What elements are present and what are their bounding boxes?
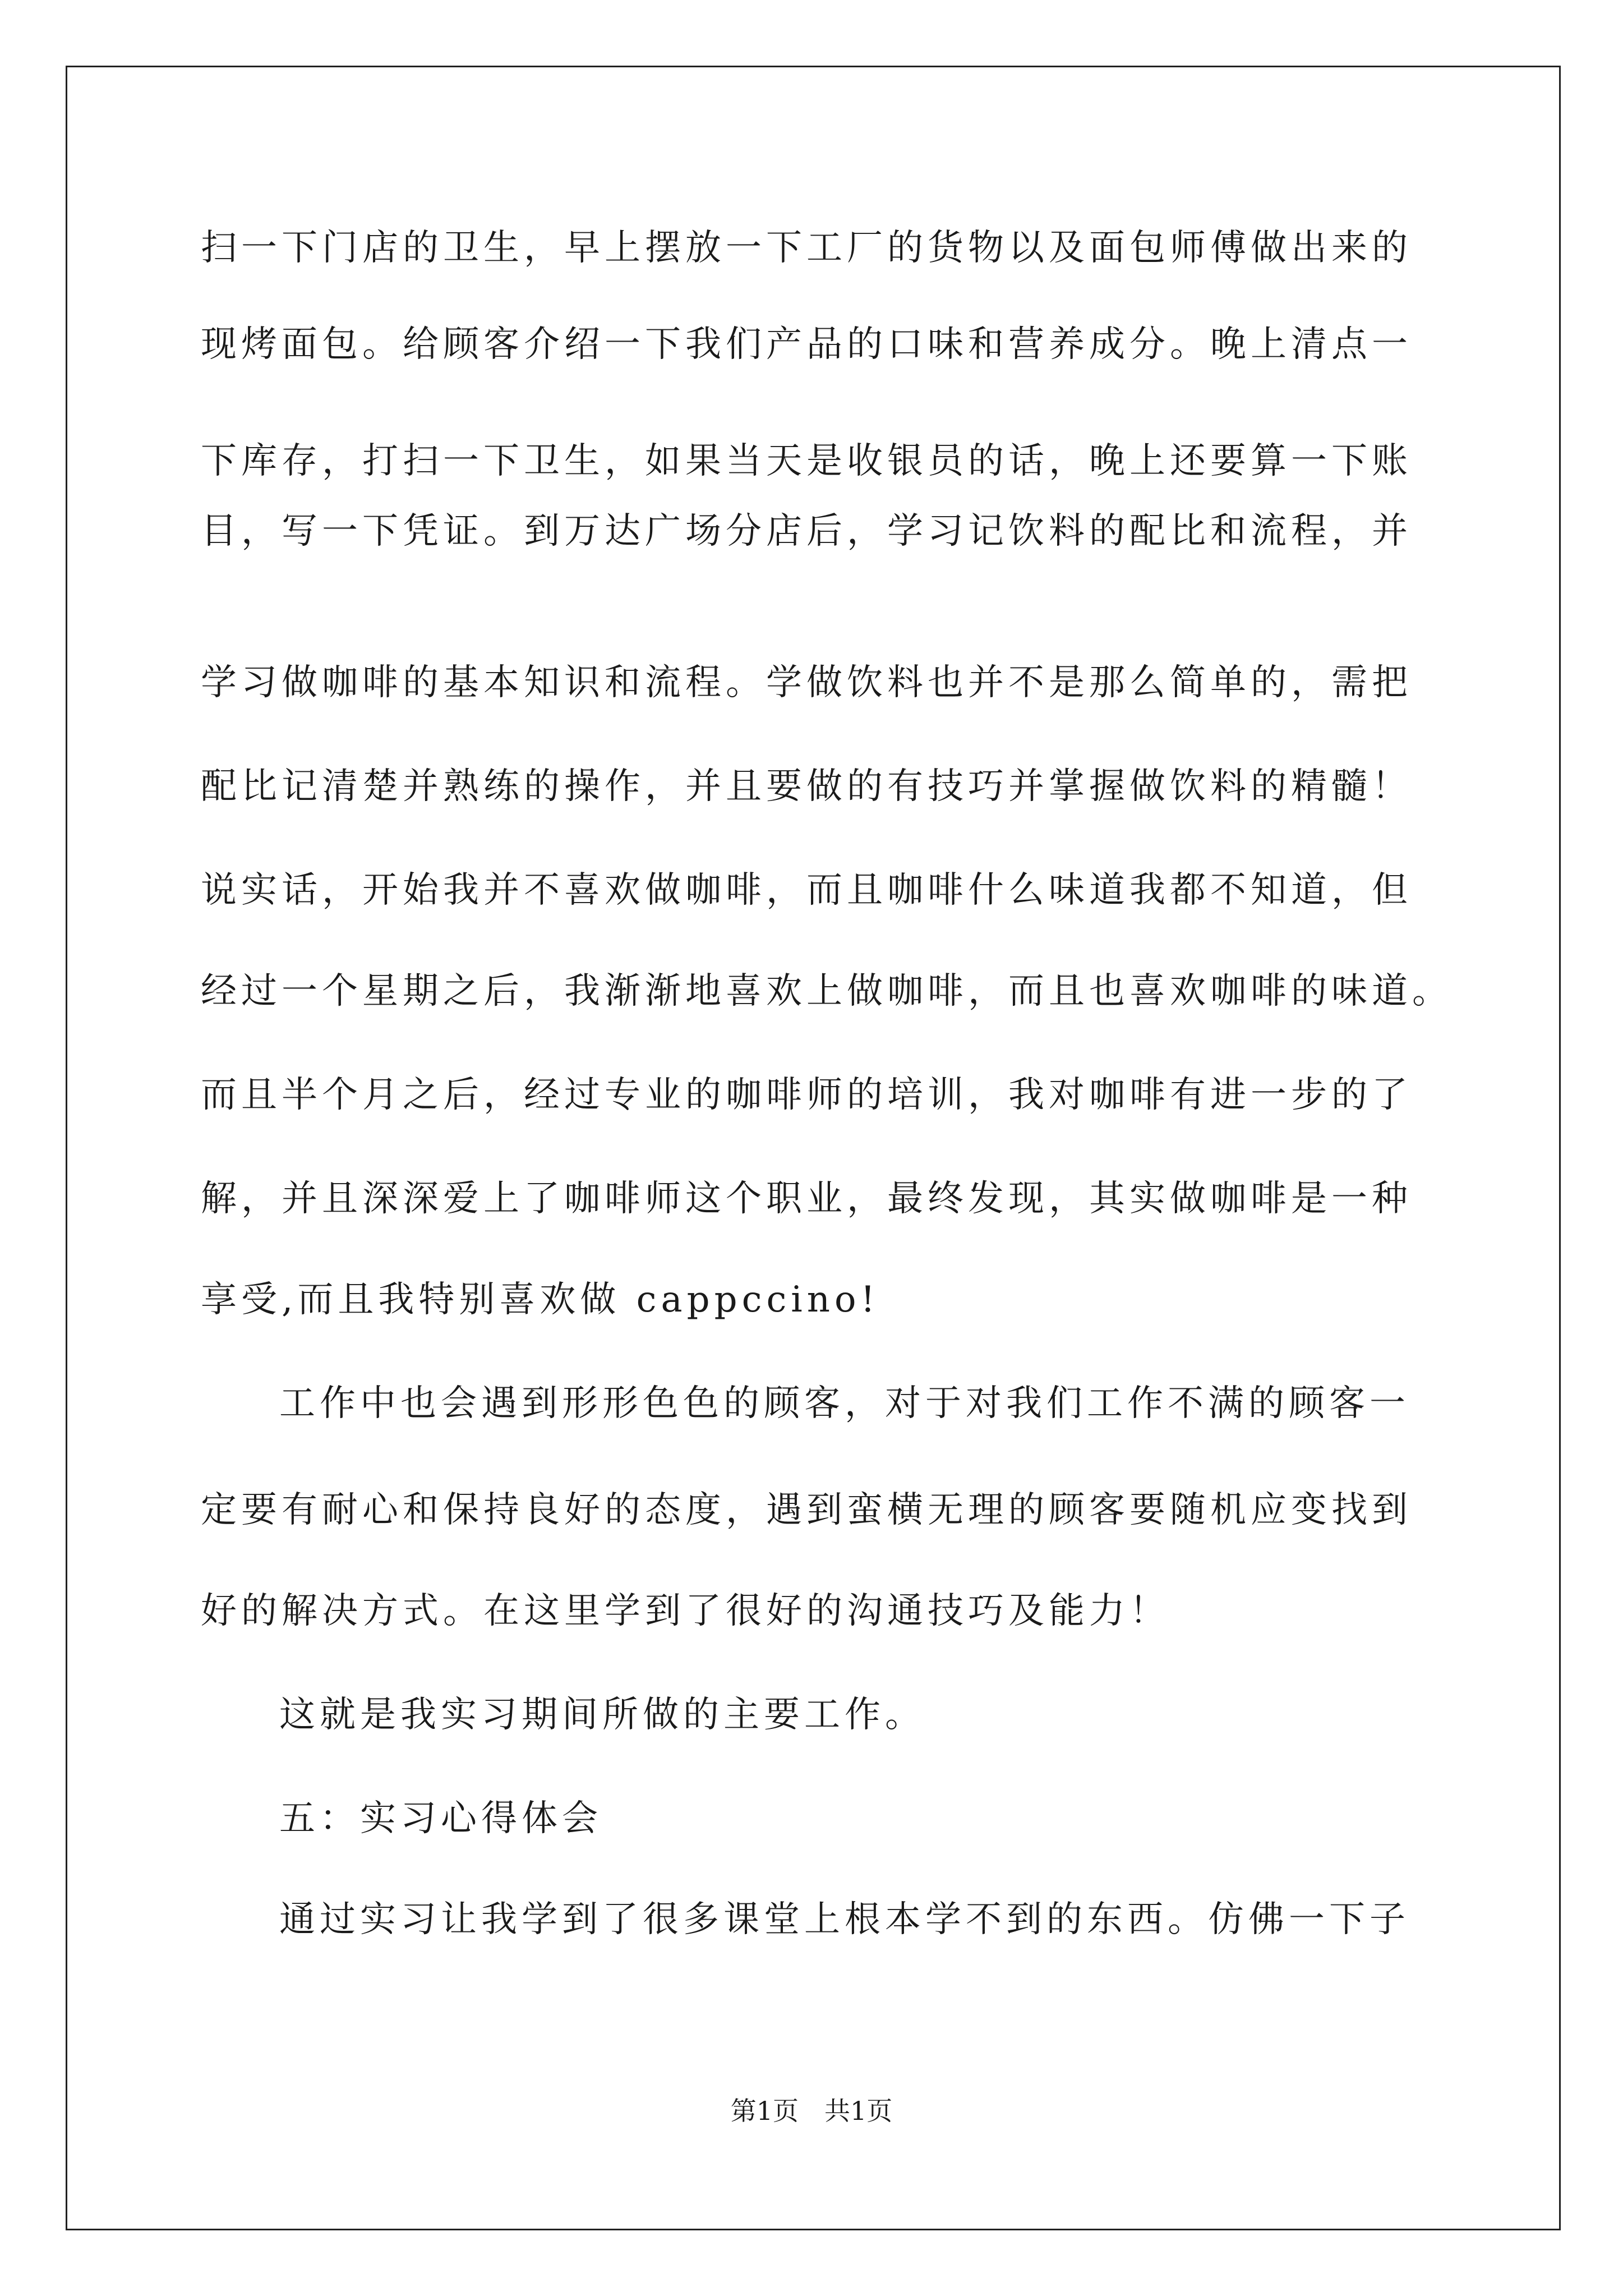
- text-line-10: 解，并且深深爱上了咖啡师这个职业，最终发现，其实做咖啡是一种: [201, 1178, 1412, 1220]
- text-line-13: 定要有耐心和保持良好的态度，遇到蛮横无理的顾客要随机应变找到: [201, 1489, 1412, 1531]
- text-line-4: 目，写一下凭证。到万达广场分店后，学习记饮料的配比和流程，并: [201, 510, 1412, 552]
- text-line-2: 现烤面包。给顾客介绍一下我们产品的口味和营养成分。晚上清点一: [201, 324, 1412, 365]
- text-line-15: 这就是我实习期间所做的主要工作。: [279, 1694, 925, 1736]
- text-line-17: 通过实习让我学到了很多课堂上根本学不到的东西。仿佛一下子: [279, 1899, 1410, 1940]
- page-number-footer: 第1页 共1页: [730, 2096, 893, 2126]
- text-line-11: 享受,而且我特别喜欢做 cappccino!: [201, 1279, 880, 1320]
- text-line-3: 下库存，打扫一下卫生，如果当天是收银员的话，晚上还要算一下账: [201, 440, 1412, 482]
- text-line-14: 好的解决方式。在这里学到了很好的沟通技巧及能力！: [201, 1590, 1170, 1632]
- text-line-9: 而且半个月之后，经过专业的咖啡师的培训，我对咖啡有进一步的了: [201, 1074, 1412, 1116]
- text-line-5: 学习做咖啡的基本知识和流程。学做饮料也并不是那么简单的，需把: [201, 662, 1412, 703]
- text-line-1: 扫一下门店的卫生，早上摆放一下工厂的货物以及面包师傅做出来的: [201, 227, 1412, 269]
- text-line-6: 配比记清楚并熟练的操作，并且要做的有技巧并掌握做饮料的精髓！: [201, 766, 1412, 807]
- text-line-8: 经过一个星期之后，我渐渐地喜欢上做咖啡，而且也喜欢咖啡的味道。: [201, 970, 1453, 1012]
- section-heading: 五：实习心得体会: [279, 1798, 602, 1839]
- text-line-7: 说实话，开始我并不喜欢做咖啡，而且咖啡什么味道我都不知道，但: [201, 869, 1412, 911]
- text-line-12: 工作中也会遇到形形色色的顾客，对于对我们工作不满的顾客一: [279, 1383, 1410, 1424]
